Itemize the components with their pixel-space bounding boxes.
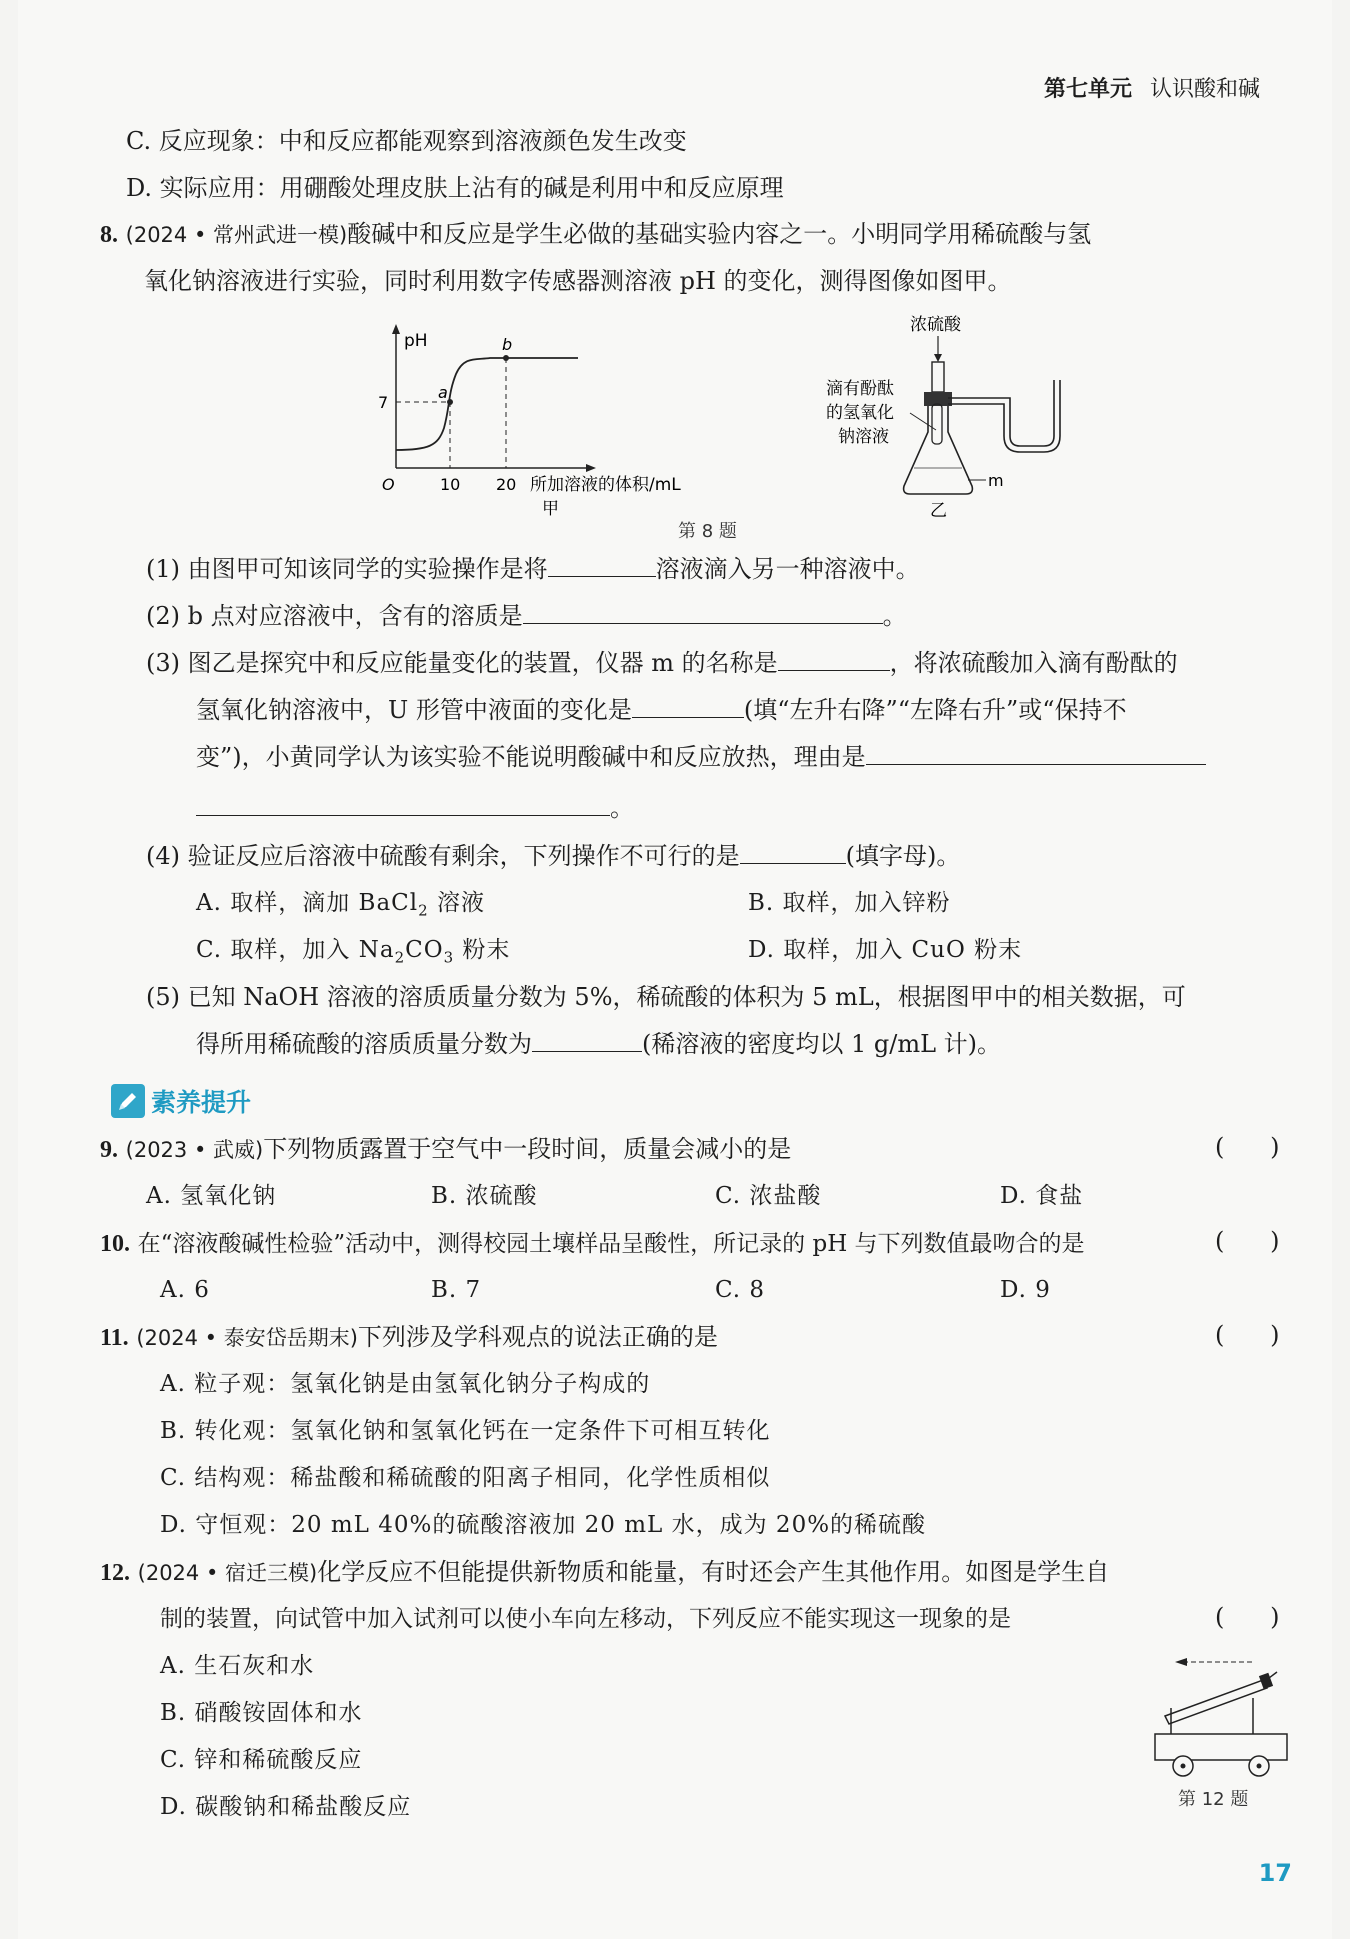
q8-sub2-a: (2) b 点对应溶液中，含有的溶质是 [146, 602, 523, 630]
graph-ylabel: pH [404, 331, 428, 351]
q9-stem-text: 下列物质露置于空气中一段时间，质量会减小的是 [263, 1135, 792, 1163]
q8-sub1-a: (1) 由图甲可知该同学的实验操作是将 [146, 555, 548, 583]
q8-blank2[interactable] [523, 601, 883, 624]
q9-number: 9. [100, 1137, 118, 1163]
q8-sub5-b: 得所用稀硫酸的溶质质量分数为 [196, 1030, 532, 1058]
q10-option-d: D. 9 [1000, 1277, 1051, 1303]
q8-sub3-c: 氢氧化钠溶液中，U 形管中液面的变化是 [196, 696, 632, 724]
q8-sub4-option-c [196, 934, 510, 974]
nozzle [1269, 1672, 1277, 1678]
opt-c-sub1: 2 [394, 948, 406, 967]
q8-stem2: 氧化钠溶液进行实验，同时利用数字传感器测溶液 pH 的变化，测得图像如图甲。 [144, 267, 1012, 295]
tube-stopper [1259, 1673, 1273, 1690]
q8-sub4-option-a [196, 887, 485, 927]
topic-label: 认识酸和碱 [1149, 77, 1260, 102]
q11-option-a: A. 粒子观：氢氧化钠是由氢氧化钠分子构成的 [160, 1371, 651, 1397]
q8-sub3-f: 。 [610, 794, 634, 822]
q9-option-a: A. 氢氧化钠 [146, 1183, 277, 1209]
q10-number: 10. [100, 1231, 130, 1257]
q12-figure-caption: 第 12 题 [1178, 1789, 1249, 1810]
q12-stem2: 制的装置，向试管中加入试剂可以使小车向左移动，下列反应不能实现这一现象的是 [160, 1606, 1011, 1632]
q12-stem-line1 [100, 1556, 1109, 1589]
q10-stem-text: 在“溶液酸碱性检验”活动中，测得校园土壤样品呈酸性，所记录的 pH 与下列数值最吻合的是 [137, 1231, 1085, 1257]
q9-stem [100, 1133, 791, 1166]
q10-option-c: C. 8 [715, 1277, 766, 1303]
cart-body [1155, 1734, 1287, 1760]
q11-option-d: D. 守恒观：20 mL 40%的硫酸溶液加 20 mL 水，成为 20%的稀硫酸 [160, 1512, 927, 1538]
q10-stem [100, 1227, 1085, 1260]
q8-blank4[interactable] [632, 695, 744, 718]
graph-name: 甲 [542, 499, 559, 518]
point-b [503, 355, 509, 361]
u-tube-outer [948, 380, 1060, 452]
q8-stem-line1 [100, 218, 1091, 251]
q11-source: (2024 • 泰安岱岳期末) [136, 1326, 358, 1350]
q8-sub4-option-d: D. 取样，加入 CuO 粉末 [748, 937, 1023, 963]
q11-stem [100, 1321, 718, 1354]
test-tube [1165, 1680, 1267, 1724]
q8-blank1[interactable] [548, 554, 656, 577]
graph-x20: 20 [496, 475, 517, 494]
label-m: m [988, 471, 1004, 490]
q8-blank5[interactable] [866, 742, 1206, 765]
label-phenol1: 滴有酚酞 [826, 379, 894, 399]
opt-c-sub2: 3 [443, 948, 455, 967]
q8-blank6[interactable] [196, 793, 610, 816]
apparatus-figure [818, 308, 1078, 518]
q8-sub1 [146, 553, 920, 585]
q8-source: (2024 • 常州武进一模) [125, 223, 348, 247]
label-phenol2: 的氢氧化 [826, 403, 894, 423]
test-tube [932, 404, 942, 444]
opt-a-sub: 2 [418, 901, 429, 920]
q9-option-b: B. 浓硫酸 [431, 1183, 538, 1209]
q11-option-b: B. 转化观：氢氧化钠和氢氧化钙在一定条件下可相互转化 [160, 1418, 771, 1444]
q11-option-c: C. 结构观：稀盐酸和稀硫酸的阳离子相同，化学性质相似 [160, 1465, 771, 1491]
q12-stem1: 化学反应不但能提供新物质和能量，有时还会产生其他作用。如图是学生自 [317, 1558, 1110, 1586]
unit-label: 第七单元 [1043, 77, 1132, 102]
q8-sub4-option-b: B. 取样，加入锌粉 [748, 890, 951, 916]
apparatus-name: 乙 [930, 501, 947, 518]
page [18, 0, 1332, 1939]
opt-c-text2: CO [405, 937, 444, 963]
q8-sub3-line4 [196, 792, 634, 824]
page-number: 17 [1258, 1859, 1292, 1887]
q8-blank8[interactable] [532, 1029, 642, 1052]
q10-option-b: B. 7 [431, 1277, 482, 1303]
opt-a-text: A. 取样，滴加 BaCl [196, 890, 419, 916]
q12-option-a: A. 生石灰和水 [160, 1653, 315, 1679]
q11-stem-text: 下列涉及学科观点的说法正确的是 [357, 1323, 718, 1351]
u-tube [948, 380, 1054, 446]
q8-sub3-a: (3) 图乙是探究中和反应能量变化的装置，仪器 m 的名称是 [146, 649, 778, 677]
acid-arrowhead [934, 354, 942, 362]
front-axle [1181, 1764, 1186, 1769]
q9-option-d: D. 食盐 [1000, 1183, 1084, 1209]
x-axis-arrow [586, 464, 596, 472]
cart-figure [1143, 1650, 1303, 1780]
q9-source: (2023 • 武威) [125, 1138, 264, 1162]
page-header [1044, 72, 1260, 103]
q8-sub5-c: (稀溶液的密度均以 1 g/mL 计)。 [642, 1030, 1002, 1058]
q12-number: 12. [100, 1560, 130, 1586]
q8-figure-caption: 第 8 题 [678, 521, 737, 542]
opt-c-text: C. 取样，加入 Na [196, 937, 395, 963]
q8-sub3-line1 [146, 647, 1178, 679]
q8-sub3-e: 变”)，小黄同学认为该实验不能说明酸碱中和反应放热，理由是 [196, 743, 866, 771]
q8-sub5-line1: (5) 已知 NaOH 溶液的溶质质量分数为 5%，稀硫酸的体积为 5 mL，根据图甲中的相关数据，可 [146, 983, 1186, 1011]
q8-sub3-line3 [196, 741, 1206, 773]
q8-sub4-b: (填字母)。 [845, 842, 961, 870]
ph-graph [358, 318, 738, 518]
label-a: a [438, 383, 448, 402]
q9-option-c: C. 浓盐酸 [715, 1183, 822, 1209]
label-acid: 浓硫酸 [910, 315, 961, 335]
q8-sub1-b: 溶液滴入另一种溶液中。 [655, 555, 920, 583]
opt-c-tail: 粉末 [454, 937, 511, 963]
section-title: 素养提升 [151, 1088, 252, 1117]
q8-blank3[interactable] [778, 648, 890, 671]
q8-sub2 [146, 600, 907, 632]
q12-source: (2024 • 宿迁三模) [137, 1561, 318, 1585]
ph-curve [396, 358, 578, 450]
q10-answer-paren[interactable]: ( ) [1215, 1227, 1280, 1255]
q10-option-a: A. 6 [160, 1277, 210, 1303]
label-phenol3: 钠溶液 [838, 427, 889, 447]
label-b: b [502, 335, 513, 354]
y-axis-arrow [392, 324, 400, 334]
q8-sub3-d: (填“左升右降”“左降右升”或“保持不 [743, 696, 1127, 724]
pencil-icon [111, 1084, 145, 1118]
graph-x10: 10 [440, 475, 461, 494]
q12-option-b: B. 硝酸铵固体和水 [160, 1700, 363, 1726]
prev-option-d: D. 实际应用：用硼酸处理皮肤上沾有的碱是利用中和反应原理 [126, 174, 784, 202]
q8-stem1: 酸碱中和反应是学生必做的基础实验内容之一。小明同学用稀硫酸与氢 [347, 220, 1092, 248]
q11-answer-paren[interactable]: ( ) [1215, 1321, 1280, 1349]
q8-sub3-b: ，将浓硫酸加入滴有酚酞的 [889, 649, 1178, 677]
q12-option-d: D. 碳酸钠和稀盐酸反应 [160, 1794, 412, 1820]
graph-origin: O [382, 475, 395, 494]
q8-sub3-line2 [196, 694, 1127, 726]
q8-sub5-line2 [196, 1028, 1001, 1060]
prev-option-c: C. 反应现象：中和反应都能观察到溶液颜色发生改变 [126, 127, 687, 155]
motion-arrow-head [1175, 1658, 1187, 1666]
conical-flask [904, 406, 973, 494]
q8-sub4-a: (4) 验证反应后溶液中硫酸有剩余，下列操作不可行的是 [146, 842, 740, 870]
rear-axle [1257, 1764, 1262, 1769]
q8-blank7[interactable] [740, 841, 846, 864]
q8-sub4 [146, 840, 960, 872]
q12-answer-paren[interactable]: ( ) [1215, 1603, 1280, 1631]
graph-xlabel: 所加溶液的体积/mL [530, 475, 681, 495]
q8-sub2-b: 。 [882, 602, 907, 630]
q12-option-c: C. 锌和稀硫酸反应 [160, 1747, 363, 1773]
q8-number: 8. [100, 222, 118, 248]
opt-a-tail: 溶液 [428, 890, 485, 916]
point-a [447, 399, 453, 405]
section-header [111, 1083, 251, 1119]
q9-answer-paren[interactable]: ( ) [1215, 1133, 1280, 1161]
dropper [932, 362, 944, 392]
q11-number: 11. [100, 1325, 129, 1351]
graph-y7: 7 [378, 393, 389, 412]
